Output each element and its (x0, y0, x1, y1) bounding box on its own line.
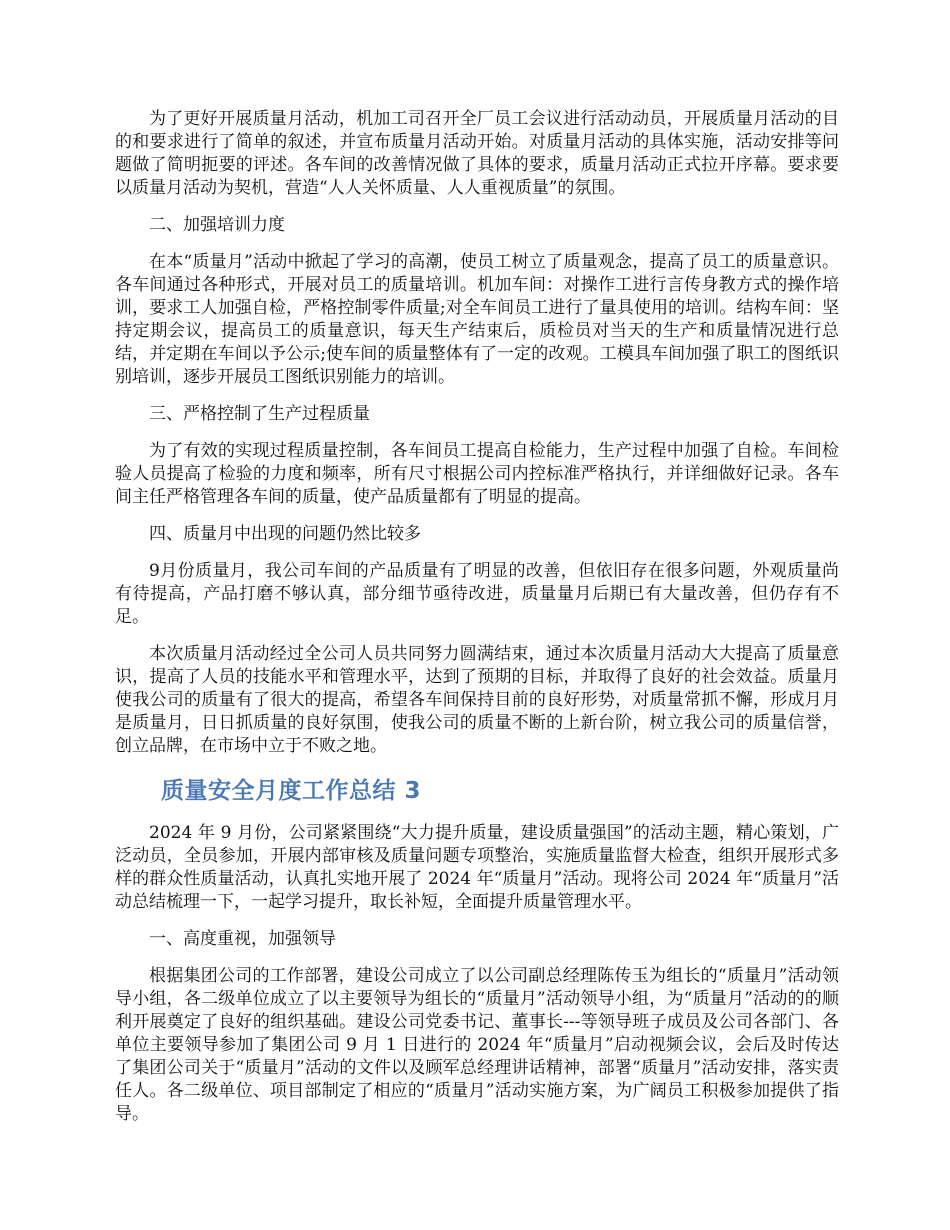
subheading-training: 二、加强培训力度 (149, 215, 285, 235)
paragraph-intro: 为了更好开展质量月活动，机加工司召开全厂员工会议进行活动动员，开展质量月活动的目的和要求进行了简单的叙述，并宣布质量月活动开始。对质量月活动的具体实施，活动安排等问题做了简明扼要的评述。各车间的改善情况做了具体的要求，质量月活动正式拉开序幕。要求要以质量月活动为契机，营造“人人关怀质量、人人重视质量”的氛围。 (115, 109, 839, 198)
paragraph-summary-intro: 2024 年 9 月份，公司紧紧围绕“大力提升质量，建设质量强国”的活动主题，精心策划，广泛动员，全员参加，开展内部审核及质量问题专项整治，实施质量监督大检查，组织开展形式多样的群众性质量活动，认真扎实地开展了 2024 年“质量月”活动。现将公司 2024 年“质量月”活动总结梳理一下，一起学习提升，取长补短，全面提升质量管理水平。 (115, 823, 839, 912)
paragraph-training: 在本“质量月”活动中掀起了学习的高潮，使员工树立了质量观念，提高了员工的质量意识。各车间通过各种形式，开展对员工的质量培训。机加车间：对操作工进行言传身教方式的操作培训，要求工人加强自检，严格控制零件质量;对全车间员工进行了量具使用的培训。结构车间：坚持定期会议，提高员工的质量意识，每天生产结束后，质检员对当天的生产和质量情况进行总结，并定期在车间以予公示;使车间的质量整体有了一定的改观。工模具车间加强了职工的图纸识别培训，逐步开展员工图纸识别能力的培训。 (115, 252, 839, 387)
paragraph-problems: 9月份质量月，我公司车间的产品质量有了明显的改善，但依旧存在很多问题，外观质量尚有待提高，产品打磨不够认真，部分细节亟待改进，质量量月后期已有大量改善，但仍存有不足。 (115, 561, 839, 627)
paragraph-conclusion: 本次质量月活动经过全公司人员共同努力圆满结束，通过本次质量月活动大大提高了质量意识，提高了人员的技能水平和管理水平，达到了预期的目标，并取得了良好的社会效益。质量月使我公司的质量有了很大的提高，希望各车间保持目前的良好形势，对质量常抓不懈，形成月月是质量月，日日抓质量的良好氛围，使我公司的质量不断的上新台阶，树立我公司的质量信誉，创立品牌，在市场中立于不败之地。 (115, 644, 839, 756)
paragraph-process-control: 为了有效的实现过程质量控制，各车间员工提高自检能力，生产过程中加强了自检。车间检验人员提高了检验的力度和频率，所有尺寸根据公司内控标准严格执行，并详细做好记录。各车间主任严格管理各车间的质量，使产品质量都有了明显的提高。 (115, 441, 839, 507)
subheading-problems: 四、质量月中出现的问题仍然比较多 (149, 524, 421, 544)
paragraph-leadership: 根据集团公司的工作部署，建设公司成立了以公司副总经理陈传玉为组长的“质量月”活动领导小组，各二级单位成立了以主要领导为组长的“质量月”活动领导小组，为“质量月”活动的的顺利开展奠定了良好的组织基础。建设公司党委书记、董事长---等领导班子成员及公司各部门、各单位主要领导参加了集团公司 9 月 1 日进行的 2024 年“质量月”启动视频会议，会后及时传达了集团公司关于“质量月”活动的文件以及顾军总经理讲话精神，部署“质量月”活动安排，落实责任人。各二级单位、项目部制定了相应的“质量月”活动实施方案，为广阔员工积极参加提供了指导。 (115, 966, 839, 1124)
subheading-leadership: 一、高度重视，加强领导 (149, 929, 336, 949)
document-body (115, 108, 839, 1126)
section-title: 质量安全月度工作总结 3 (161, 778, 422, 804)
subheading-process-control: 三、严格控制了生产过程质量 (149, 404, 370, 424)
